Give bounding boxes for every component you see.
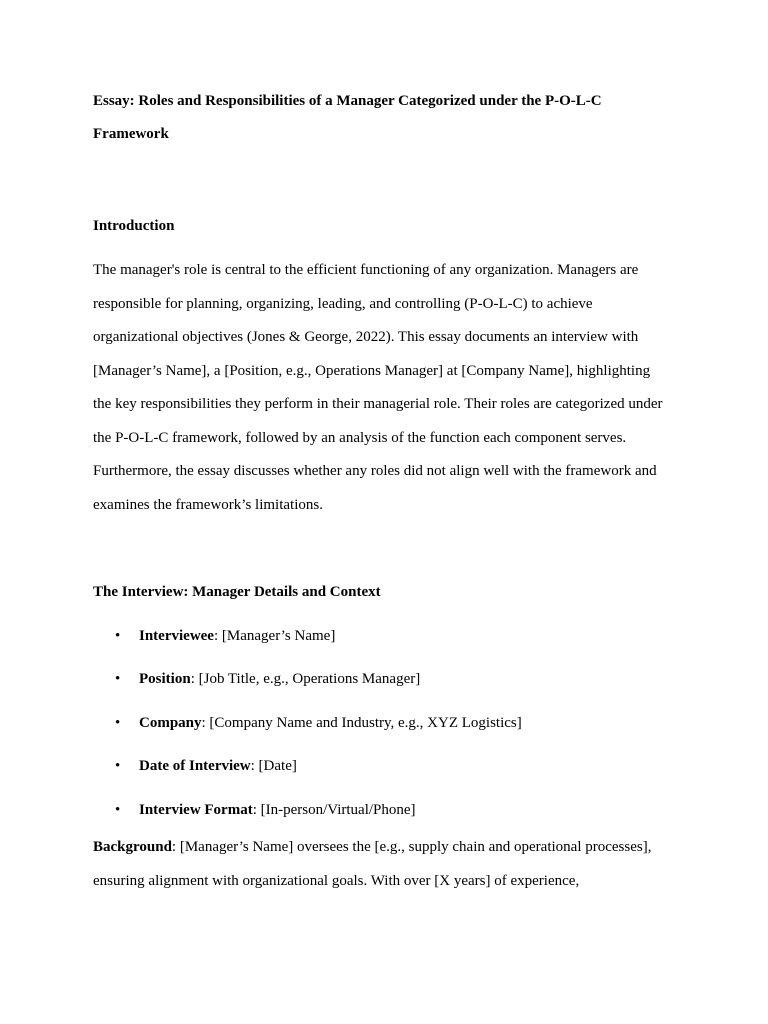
detail-value: : [Manager’s Name] [213, 628, 336, 644]
detail-label: Company [139, 715, 202, 731]
introduction-paragraph: The manager's role is central to the efficient functioning of any organization. Managers are responsible for planning, organizing, leading, and controlling (P-O-L-C) to achieve organizational objectives (Jones & George, 2022). This essay documents an interview with [Manager’s Name], a [Position, e.g., Operations Manager] at [Company Name], highlighting the key responsibilities they perform in their managerial role. Their roles are categorized under the P-O-L-C framework, followed by an analysis of the function each component serves. Furthermore, the essay discusses whether any roles did not align well with the framework and examines the framework’s limitations. [93, 262, 663, 513]
background-paragraph [93, 831, 683, 898]
essay-title [93, 85, 693, 151]
detail-value: : [Company Name and Industry, e.g., XYZ Logistics] [201, 715, 522, 731]
list-item [93, 799, 693, 821]
detail-label: Position [139, 671, 191, 687]
list-item [93, 668, 693, 690]
document-page [93, 85, 693, 898]
background-label: Background [93, 839, 172, 855]
essay-title-line-1: Essay: Roles and Responsibilities of a Manager Categorized under the P-O-L-C [93, 93, 602, 109]
detail-value: : [In-person/Virtual/Phone] [252, 802, 416, 818]
detail-label: Interviewee [139, 628, 214, 644]
list-item [93, 712, 693, 734]
interview-details-list [93, 625, 693, 821]
background-text: : [Manager’s Name] oversees the [e.g., supply chain and operational processes], ensuring alignment with organizational goals. With over [X years] of experience, [93, 839, 652, 889]
interview-heading: The Interview: Manager Details and Context [93, 584, 381, 600]
detail-value: : [Job Title, e.g., Operations Manager] [190, 671, 421, 687]
detail-label: Interview Format [139, 802, 253, 818]
detail-value: : [Date] [250, 758, 297, 774]
bullet-icon: • [115, 758, 121, 774]
bullet-icon: • [115, 802, 121, 818]
essay-title-line-2: Framework [93, 126, 169, 142]
list-item [93, 755, 693, 777]
introduction-heading: Introduction [93, 218, 175, 234]
bullet-icon: • [115, 715, 121, 731]
bullet-icon: • [115, 628, 121, 644]
list-item [93, 625, 693, 647]
bullet-icon: • [115, 671, 121, 687]
detail-label: Date of Interview [139, 758, 251, 774]
